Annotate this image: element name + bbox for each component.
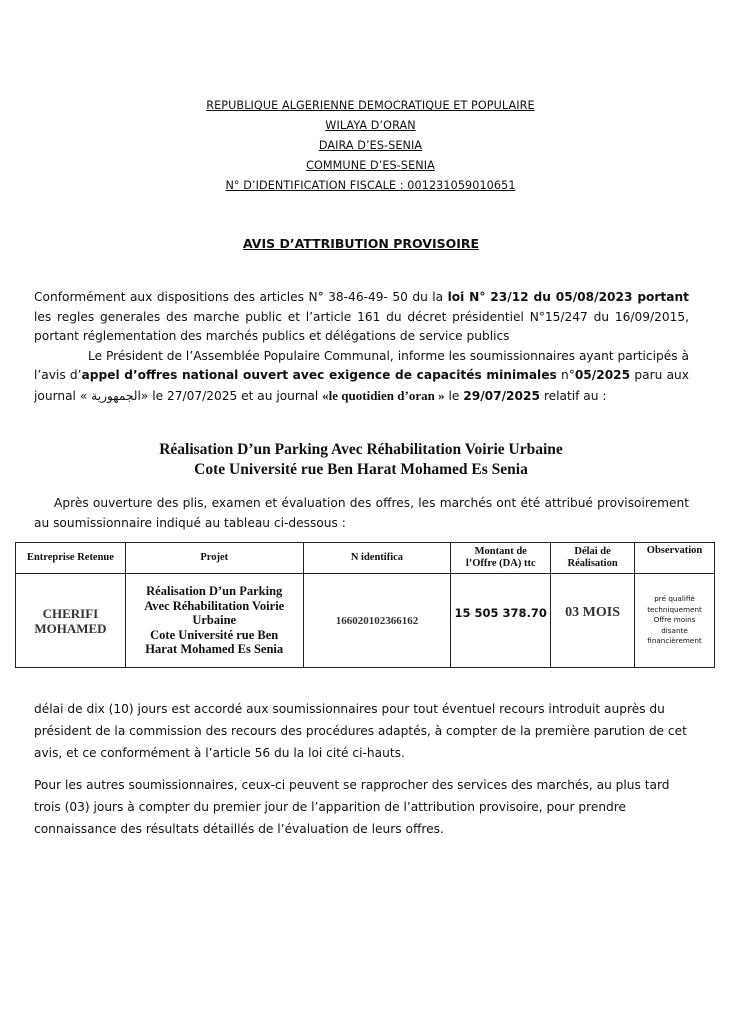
intro-text-4: Le Président de l’Assemblée Populaire Communal, informe les soumissionnaires ayant participés à l’avis d’ bbox=[34, 348, 689, 382]
recours-paragraph: délai de dix (10) jours est accordé aux soumissionnaires pour tout éventuel recours introduit auprès du président de la commission des recours des procédures adaptés, à compter de la première parution de cet avis, et ce conformément à l’article 56 du la loi cité ci-hauts. bbox=[34, 702, 687, 760]
evaluation-paragraph bbox=[34, 494, 689, 533]
document-title: AVIS D’ATTRIBUTION PROVISOIRE bbox=[242, 236, 480, 251]
entreprise-line-1: CHERIFI bbox=[42, 605, 99, 621]
cell-observation bbox=[635, 574, 715, 668]
intro-text-2: les regles generales des marche public bbox=[34, 309, 282, 324]
project-title bbox=[0, 440, 722, 480]
header-delai-line-1: Délai de bbox=[574, 546, 611, 557]
header-n-identification: N identifica bbox=[303, 543, 451, 574]
header-montant bbox=[451, 543, 551, 574]
header-montant-line-1: Montant de bbox=[474, 546, 527, 557]
header-montant-line-2: l’Offre (DA) ttc bbox=[465, 558, 536, 569]
observation-line-4: disante bbox=[661, 625, 688, 635]
header-commune: COMMUNE D’ES-SENIA bbox=[306, 159, 435, 172]
projet-line-4: Cote Université rue Ben bbox=[150, 627, 279, 642]
project-title-line-1: Réalisation D’un Parking Avec Réhabilitation Voirie Urbaine bbox=[159, 441, 563, 458]
intro-avis-number: 05/2025 bbox=[574, 368, 631, 382]
header-daira: DAIRA D’ES-SENIA bbox=[318, 139, 423, 152]
projet-line-5: Harat Mohamed Es Senia bbox=[145, 642, 284, 657]
projet-line-2: Avec Réhabilitation Voirie bbox=[144, 598, 285, 613]
intro-text-3: et l’article 161 du décret présidentiel N°15/247 du 16/09/2015, portant réglementation des marchés publics et délégations de service publics bbox=[34, 309, 689, 343]
intro-text-1: Conformément aux dispositions des articles N° 38-46-49- 50 du la bbox=[34, 290, 448, 304]
observation-line-3: Offre moins bbox=[653, 615, 696, 625]
entreprise-line-2: MOHAMED bbox=[34, 620, 107, 636]
intro-journal-arabic: الجمهورية bbox=[91, 388, 141, 403]
evaluation-text: Après ouverture des plis, examen et évaluation des offres, les marchés ont été attribué provisoirement au soumissionnaire indiqué au tableau ci-dessous : bbox=[34, 496, 689, 530]
intro-paragraph bbox=[34, 288, 689, 406]
observation-line-2: techniquement bbox=[647, 604, 702, 614]
cell-montant: 15 505 378.70 bbox=[451, 574, 551, 668]
document-header bbox=[0, 96, 741, 196]
autres-soumissionnaires-paragraph: Pour les autres soumissionnaires, ceux-ci peuvent se rapprocher des services des marchés, au plus tard trois (03) jours à compter du premier jour de l’apparition de l’attribution provisoire, pour prendre connaissance des résultats détaillés de l’évaluation de leurs offres. bbox=[34, 778, 670, 836]
intro-president-paragraph bbox=[34, 347, 689, 407]
intro-text-8: le bbox=[444, 388, 464, 403]
projet-line-3: Urbaine bbox=[192, 613, 237, 628]
cell-delai: 03 MOIS bbox=[551, 574, 635, 668]
intro-text-9: relatif au : bbox=[539, 388, 607, 403]
project-title-line-2: Cote Université rue Ben Harat Mohamed Es Senia bbox=[194, 461, 528, 478]
intro-journal-date: 29/07/2025 bbox=[463, 388, 540, 403]
header-wilaya: WILAYA D’ORAN bbox=[325, 119, 416, 132]
intro-journal-quotidien: «le quotidien d’oran » bbox=[322, 387, 445, 403]
intro-loi-reference: loi N° 23/12 du 05/08/2023 portant bbox=[447, 290, 689, 304]
intro-text-5: n° bbox=[556, 368, 575, 382]
intro-text-7: » le 27/07/2025 et au journal bbox=[140, 388, 323, 403]
header-delai bbox=[551, 543, 635, 574]
intro-text-6: paru aux journal « bbox=[34, 368, 689, 403]
projet-line-1: Réalisation D’un Parking bbox=[146, 584, 283, 599]
header-entreprise: Entreprise Retenue bbox=[16, 543, 126, 574]
header-projet: Projet bbox=[125, 543, 303, 574]
header-delai-line-2: Réalisation bbox=[567, 558, 618, 569]
cell-projet bbox=[125, 574, 303, 668]
cell-entreprise bbox=[16, 574, 126, 668]
observation-line-5: financièrement bbox=[647, 636, 702, 646]
attribution-table bbox=[15, 542, 715, 668]
table-header-row bbox=[16, 543, 715, 574]
table-row bbox=[16, 574, 715, 668]
cell-n-identification: 166020102366162 bbox=[303, 574, 451, 668]
header-identification-fiscale: N° D’IDENTIFICATION FISCALE : 001231059010651 bbox=[225, 179, 516, 192]
observation-line-1: pré qualifié bbox=[654, 594, 695, 604]
header-republique: REPUBLIQUE ALGERIENNE DEMOCRATIQUE ET POPULAIRE bbox=[206, 99, 535, 112]
intro-appel-offres: appel d’offres national ouvert avec exigence de capacités minimales bbox=[81, 368, 557, 382]
header-observation: Observation bbox=[635, 543, 715, 574]
